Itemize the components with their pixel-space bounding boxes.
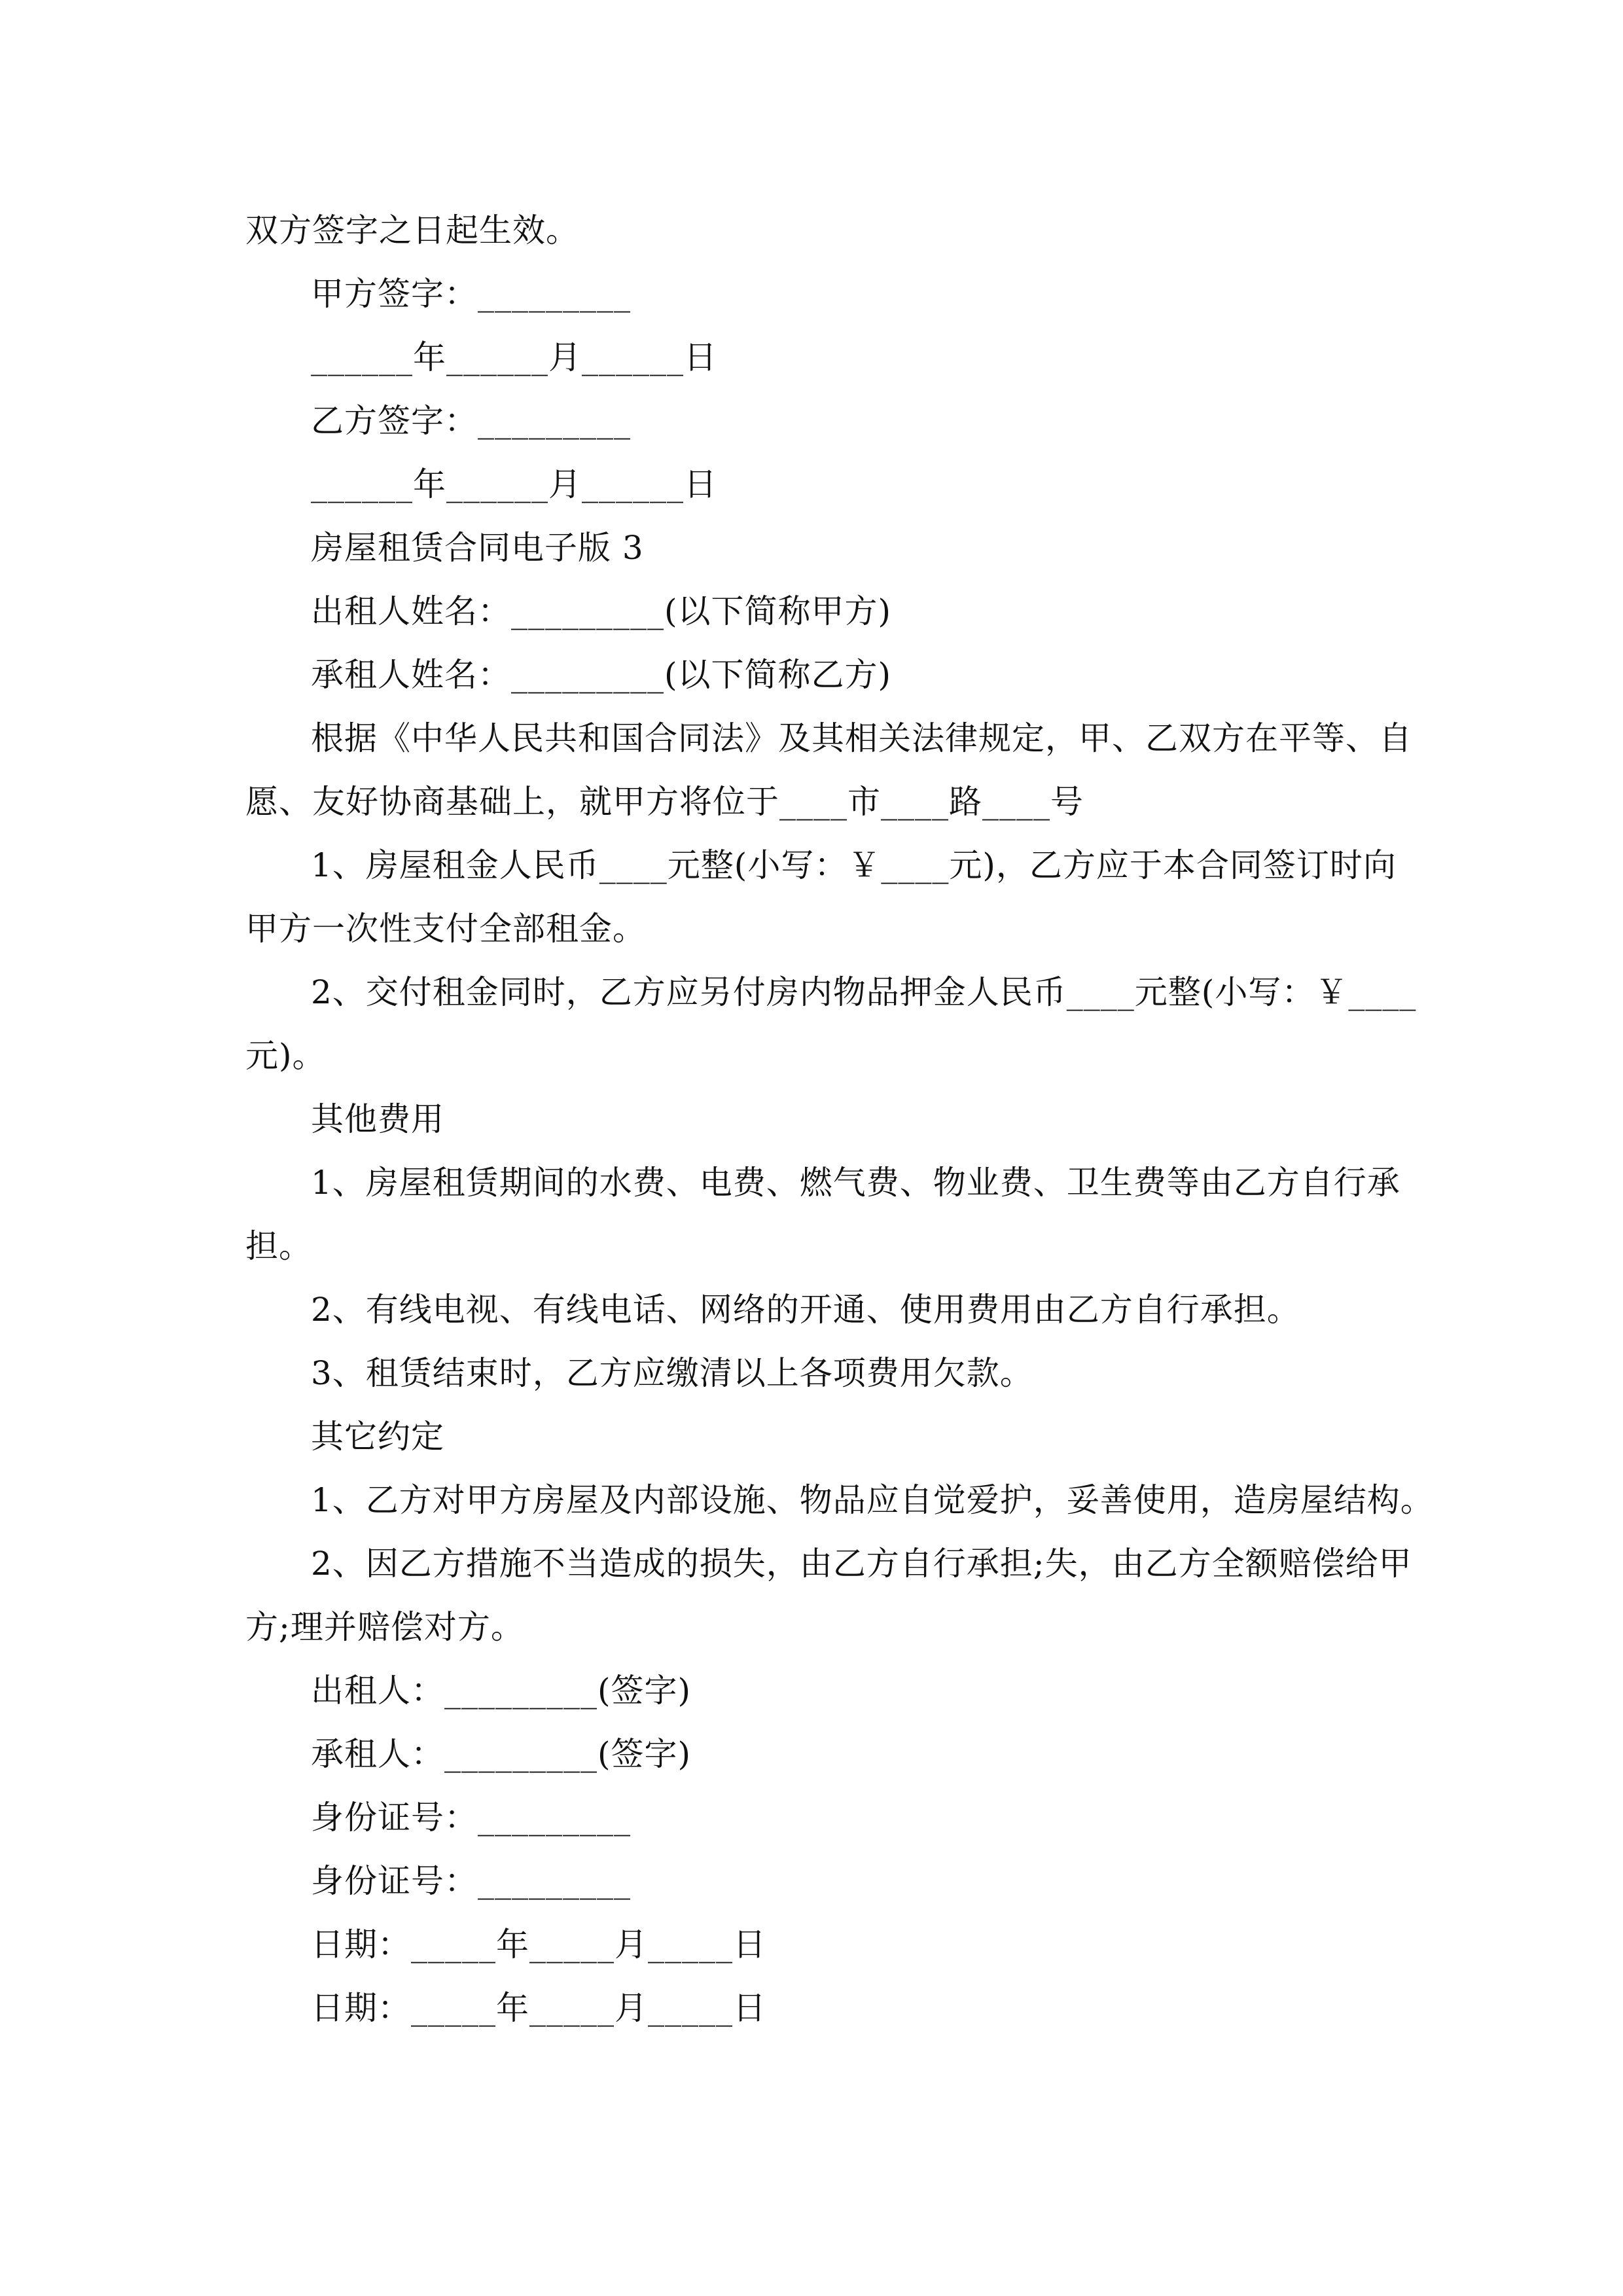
text-line: 2、因乙方措施不当造成的损失，由乙方自行承担;失，由乙方全额赔偿给甲 — [311, 1545, 1412, 1583]
date-line: 日期：_____年_____月_____日 — [311, 1989, 766, 2027]
text-line: 双方签字之日起生效。 — [245, 211, 579, 249]
text-line: ______年______月______日 — [311, 338, 717, 376]
text-line: 方;理并赔偿对方。 — [245, 1608, 524, 1646]
text-line: 元)。 — [245, 1037, 326, 1075]
text-line: 担。 — [245, 1227, 312, 1265]
id-number-line: 身份证号：_________ — [311, 1862, 631, 1900]
text-line: ______年______月______日 — [311, 465, 717, 503]
text-line: 甲方签字：_________ — [311, 275, 631, 313]
text-line: 1、乙方对甲方房屋及内部设施、物品应自觉爱护，妥善使用，造房屋结构。 — [311, 1481, 1434, 1519]
text-line: 3、租赁结束时，乙方应缴清以上各项费用欠款。 — [311, 1354, 1033, 1392]
text-line: 1、房屋租金人民币____元整(小写：￥____元)，乙方应于本合同签订时向 — [311, 846, 1397, 884]
signature-line: 承租人：_________(签字) — [311, 1735, 692, 1773]
text-line: 甲方一次性支付全部租金。 — [245, 910, 646, 948]
text-line: 根据《中华人民共和国合同法》及其相关法律规定，甲、乙双方在平等、自 — [311, 719, 1412, 757]
text-line: 承租人姓名：_________(以下简称乙方) — [311, 656, 892, 694]
section-heading: 其他费用 — [311, 1100, 444, 1138]
text-line: 2、有线电视、有线电话、网络的开通、使用费用由乙方自行承担。 — [311, 1291, 1300, 1329]
text-line: 愿、友好协商基础上，就甲方将位于____市____路____号 — [245, 783, 1084, 821]
section-title: 房屋租赁合同电子版 3 — [311, 529, 644, 567]
section-heading: 其它约定 — [311, 1418, 444, 1456]
text-line: 乙方签字：_________ — [311, 402, 631, 440]
text-line: 1、房屋租赁期间的水费、电费、燃气费、物业费、卫生费等由乙方自行承 — [311, 1164, 1400, 1202]
signature-line: 出租人：_________(签字) — [311, 1672, 692, 1710]
id-number-line: 身份证号：_________ — [311, 1799, 631, 1837]
date-line: 日期：_____年_____月_____日 — [311, 1926, 766, 1964]
text-line: 2、交付租金同时，乙方应另付房内物品押金人民币____元整(小写：￥____ — [311, 973, 1417, 1011]
text-line: 出租人姓名：_________(以下简称甲方) — [311, 592, 892, 630]
